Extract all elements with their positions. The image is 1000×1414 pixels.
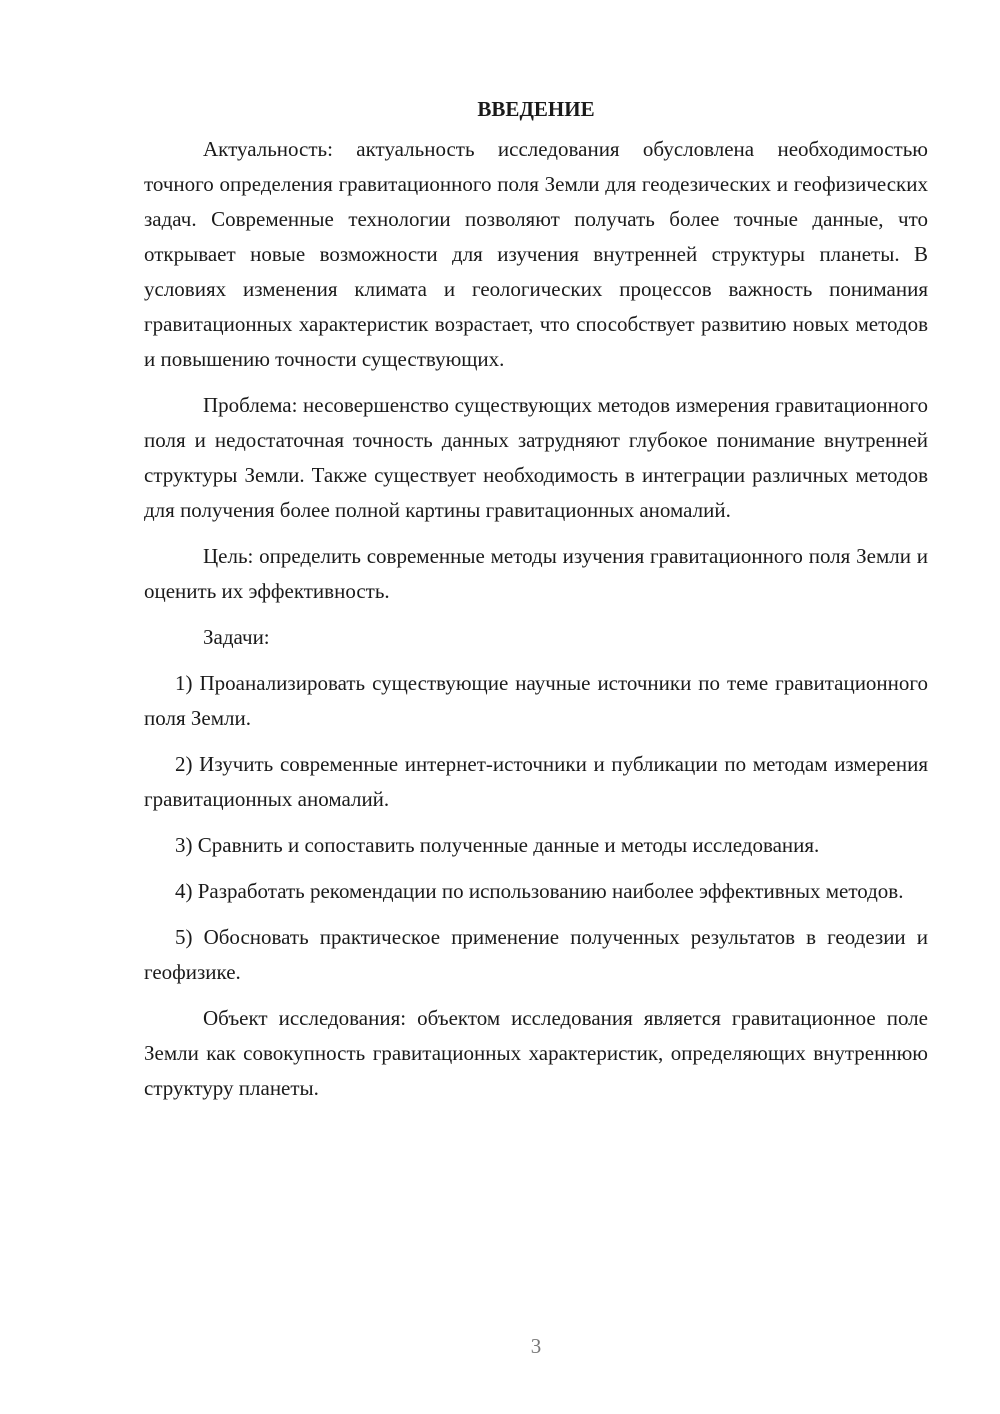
task-item-1: 1) Проанализировать существующие научные источники по теме гравитационного поля Земли. — [144, 671, 928, 730]
object-paragraph: Объект исследования: объектом исследования является гравитационное поле Земли как совокупность гравитационных характеристик, определяющих внутреннюю структуру планеты. — [144, 1006, 928, 1100]
task-item-3: 3) Сравнить и сопоставить полученные данные и методы исследования. — [175, 833, 820, 857]
goal-paragraph: Цель: определить современные методы изучения гравитационного поля Земли и оценить их эффективность. — [144, 544, 928, 603]
problem-paragraph: Проблема: несовершенство существующих методов измерения гравитационного поля и недостаточная точность данных затрудняют глубокое понимание внутренней структуры Земли. Также существует необходимость в интеграции различных методов для получения более полной картины гравитационных аномалий. — [144, 393, 928, 522]
task-item-2: 2) Изучить современные интернет-источники и публикации по методам измерения гравитационных аномалий. — [144, 752, 928, 811]
task-item-4: 4) Разработать рекомендации по использованию наиболее эффективных методов. — [175, 879, 904, 903]
tasks-heading: Задачи: — [203, 625, 270, 649]
document-page — [144, 92, 928, 1117]
task-item-5: 5) Обосновать практическое применение полученных результатов в геодезии и геофизике. — [144, 925, 928, 984]
page-number: 3 — [530, 1334, 542, 1358]
relevance-paragraph: Актуальность: актуальность исследования обусловлена необходимостью точного определения гравитационного поля Земли для геодезических и геофизических задач. Современные технологии позволяют получать более точные данные, что открывает новые возможности для изучения внутренней структуры планеты. В условиях изменения климата и геологических процессов важность понимания гравитационных характеристик возрастает, что способствует развитию новых методов и повышению точности существующих. — [144, 137, 928, 371]
section-title: ВВЕДЕНИЕ — [477, 97, 595, 121]
